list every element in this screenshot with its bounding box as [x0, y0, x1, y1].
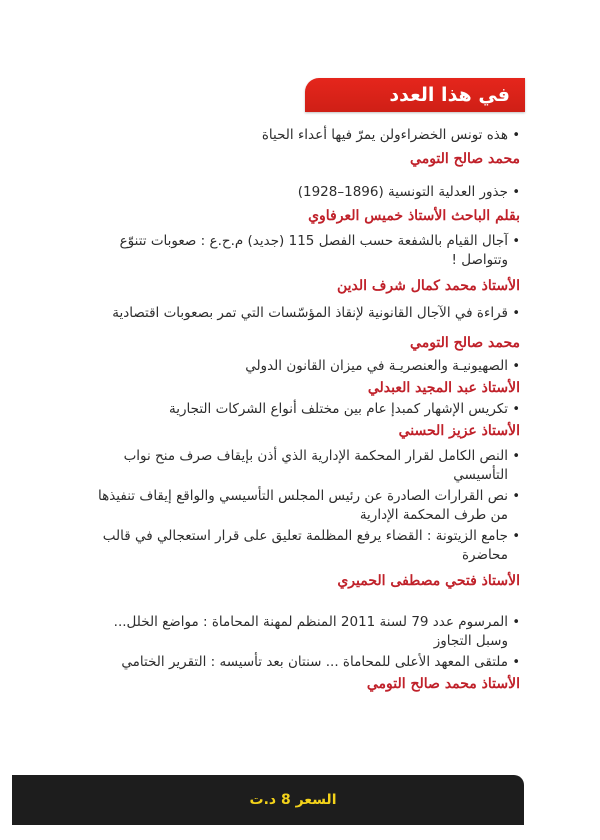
bullet-icon: • [512, 489, 520, 504]
price-label: السعر 8 د.ت [249, 792, 337, 808]
bullet-icon: • [512, 306, 520, 321]
item-author: الأستاذ محمد كمال شرف الدين [336, 278, 520, 294]
item-author: محمد صالح التومي [410, 335, 520, 351]
bullet-icon: • [512, 402, 520, 417]
contents-header-title: في هذا العدد [389, 84, 510, 106]
item-title: جامع الزيتونة : القضاء يرفع المظلمة تعليق على قرار استعجالي في قالب محاضرة [102, 528, 508, 563]
item-title: قراءة في الآجال القانونية لإنقاذ المؤسّسات التي تمر بصعوبات اقتصادية [112, 305, 508, 321]
contents-item [95, 447, 520, 485]
item-title: آجال القيام بالشفعة حسب الفصل 115 (جديد) م.ح.ع : صعوبات تتنوّع وتتواصل ! [119, 233, 508, 268]
contents-item [95, 527, 520, 565]
item-author: بقلم الباحث الأستاذ خميس العرفاوي [308, 208, 520, 224]
contents-item [95, 232, 520, 270]
item-title: تكريس الإشهار كمبدإ عام بين مختلف أنواع الشركات التجارية [169, 401, 508, 417]
item-title: هذه تونس الخضراءولن يمرّ فيها أعداء الحياة [261, 127, 508, 143]
bullet-icon: • [512, 615, 520, 630]
bullet-icon: • [512, 185, 520, 200]
bullet-icon: • [512, 128, 520, 143]
item-author: الأستاذ عزيز الحسني [398, 423, 520, 439]
contents-list [95, 120, 520, 694]
bullet-icon: • [512, 449, 520, 464]
item-title: الصهيونيـة والعنصريـة في ميزان القانون الدولي [245, 358, 508, 374]
contents-item [95, 183, 520, 202]
contents-item [95, 487, 520, 525]
item-author: الأستاذ فتحي مصطفى الحميري [337, 573, 520, 589]
contents-item [95, 357, 520, 376]
item-title: المرسوم عدد 79 لسنة 2011 المنظم لمهنة المحاماة : مواضع الخلل... وسبل التجاوز [113, 614, 508, 649]
contents-item [95, 400, 520, 419]
bullet-icon: • [512, 529, 520, 544]
item-author: الأستاذ عبد المجيد العبدلي [367, 380, 520, 396]
bullet-icon: • [512, 655, 520, 670]
item-author: الأستاذ محمد صالح التومي [366, 676, 520, 692]
bullet-icon: • [512, 359, 520, 374]
contents-item [95, 613, 520, 651]
contents-item [95, 304, 520, 323]
bullet-icon: • [512, 234, 520, 249]
item-title: ملتقى المعهد الأعلى للمحاماة ... سنتان بعد تأسيسه : التقرير الختامي [121, 654, 508, 670]
item-title: نص القرارات الصادرة عن رئيس المجلس التأسيسي والواقع إيقاف تنفيذها من طرف المحكمة الإدارية [97, 488, 508, 523]
contents-item [95, 126, 520, 145]
item-author: محمد صالح التومي [410, 151, 520, 167]
contents-item [95, 653, 520, 672]
item-title: جذور العدلية التونسية (1896–1928) [297, 184, 508, 200]
item-title: النص الكامل لقرار المحكمة الإدارية الذي أذن بإيقاف صرف منح نواب التأسيسي [123, 448, 508, 483]
